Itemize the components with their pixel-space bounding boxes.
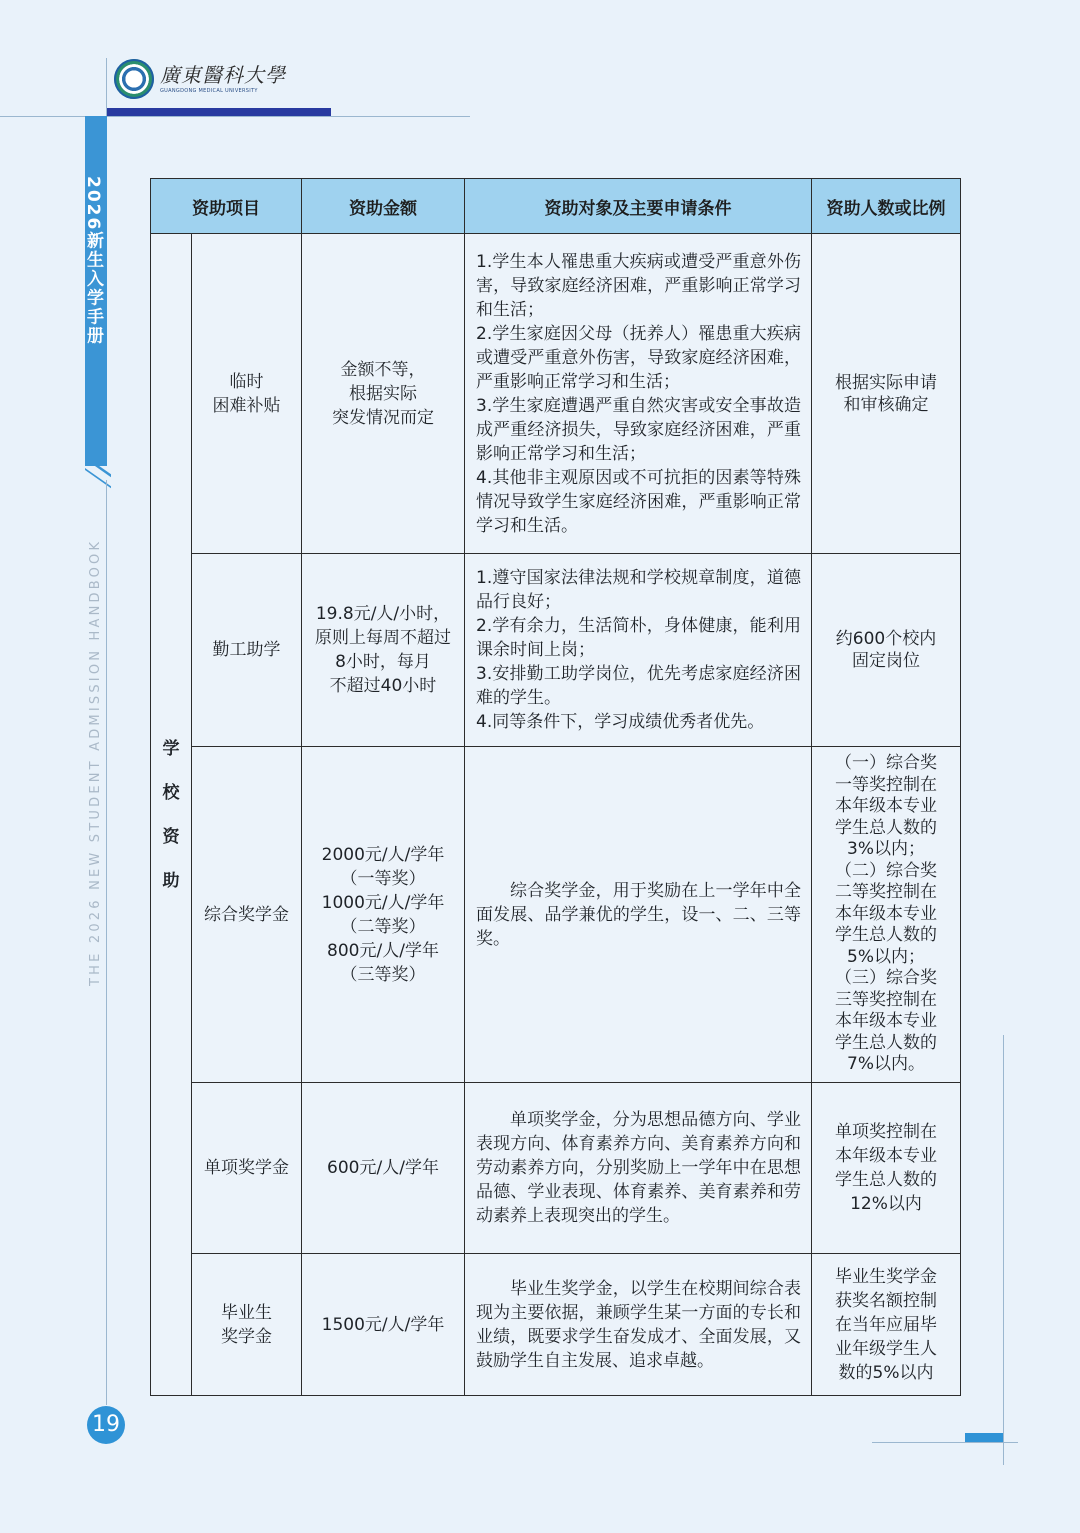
handbook-english-title: THE 2026 NEW STUDENT ADMISSION HANDBOOK (88, 538, 103, 986)
ratio-cell: 毕业生奖学金 获奖名额控制 在当年应届毕 业年级学生人 数的5%以内 (812, 1254, 961, 1396)
header-horizontal-rule (0, 116, 470, 117)
table-row (151, 554, 961, 747)
item-cell: 毕业生 奖学金 (192, 1254, 302, 1396)
conditions-cell (465, 1083, 812, 1254)
footer-vertical-rule (1003, 1035, 1004, 1465)
amount-cell: 金额不等， 根据实际 突发情况而定 (302, 234, 465, 554)
ratio-cell: （一）综合奖 一等奖控制在 本年级本专业 学生总人数的 3%以内； （二）综合奖 二等奖控制在 本年级本专业 学生总人数的 5%以内； （三）综合奖 三等奖控制在 本年级本专业 学生总人数的 7%以内。 (812, 747, 961, 1083)
category-cell (151, 234, 192, 1396)
condition-line: 4.其他非主观原因或不可抗拒的因素等特殊情况导致学生家庭经济困难，严重影响正常学习和生活。 (476, 467, 801, 536)
item-cell: 勤工助学 (192, 554, 302, 747)
condition-line: 4.同等条件下，学习成绩优秀者优先。 (476, 712, 765, 732)
header-conditions: 资助对象及主要申请条件 (465, 179, 812, 234)
table-header-row (151, 179, 961, 234)
conditions-cell (465, 1254, 812, 1396)
financial-aid-table (150, 178, 961, 1396)
condition-line: 3.安排勤工助学岗位，优先考虑家庭经济困难的学生。 (476, 664, 801, 708)
side-rule (106, 480, 107, 1405)
logo-chinese-name: 廣東醫科大學 (160, 62, 286, 87)
university-logo (114, 59, 286, 99)
item-cell: 综合奖学金 (192, 747, 302, 1083)
header-ratio: 资助人数或比例 (812, 179, 961, 234)
university-emblem-icon (114, 59, 154, 99)
condition-line: 3.学生家庭遭遇严重自然灾害或安全事故造成严重经济损失，导致家庭经济困难，严重影响正常学习和生活； (476, 395, 801, 464)
amount-cell: 1500元/人/学年 (302, 1254, 465, 1396)
amount-cell: 600元/人/学年 (302, 1083, 465, 1254)
ratio-cell: 单项奖控制在 本年级本专业 学生总人数的 12%以内 (812, 1083, 961, 1254)
category-label: 学校资助 (162, 738, 180, 891)
table-row (151, 1083, 961, 1254)
conditions-cell (465, 747, 812, 1083)
conditions-cell (465, 554, 812, 747)
table-row (151, 1254, 961, 1396)
table-row (151, 234, 961, 554)
condition-line: 1.学生本人罹患重大疾病或遭受严重意外伤害，导致家庭经济困难，严重影响正常学习和生活； (476, 251, 801, 320)
ratio-cell: 根据实际申请 和审核确定 (812, 234, 961, 554)
footer-horizontal-rule (872, 1442, 1018, 1443)
page-number: 19 (87, 1406, 125, 1444)
header-accent-bar (107, 108, 331, 116)
ratio-cell: 约600个校内 固定岗位 (812, 554, 961, 747)
amount-cell: 2000元/人/学年 （一等奖） 1000元/人/学年 （二等奖） 800元/人/学年 （三等奖） (302, 747, 465, 1083)
conditions-cell (465, 234, 812, 554)
condition-line: 2.学生家庭因父母（抚养人）罹患重大疾病或遭受严重意外伤害，导致家庭经济困难，严重影响正常学习和生活； (476, 323, 801, 392)
condition-text: 毕业生奖学金，以学生在校期间综合表现为主要依据，兼顾学生某一方面的专长和业绩，既要求学生奋发成才、全面发展，又鼓励学生自主发展、追求卓越。 (476, 1278, 801, 1371)
table-row (151, 747, 961, 1083)
condition-line: 1.遵守国家法律法规和学校规章制度，道德品行良好； (476, 568, 801, 612)
condition-text: 综合奖学金，用于奖励在上一学年中全面发展、品学兼优的学生，设一、二、三等奖。 (476, 880, 801, 949)
header-amount: 资助金额 (302, 179, 465, 234)
item-cell: 临时 困难补贴 (192, 234, 302, 554)
logo-english-name: GUANGDONG MEDICAL UNIVERSITY (160, 87, 258, 94)
condition-line: 2.学有余力，生活简朴，身体健康，能利用课余时间上岗； (476, 616, 801, 660)
handbook-title: 2026新生入学手册 (83, 176, 103, 346)
footer-accent-bar (965, 1433, 1003, 1442)
header-item: 资助项目 (151, 179, 302, 234)
item-cell: 单项奖学金 (192, 1083, 302, 1254)
amount-cell: 19.8元/人/小时， 原则上每周不超过 8小时，每月 不超过40小时 (302, 554, 465, 747)
condition-text: 单项奖学金，分为思想品德方向、学业表现方向、体育素养方向、美育素养方向和劳动素养方向，分别奖励上一学年中在思想品德、学业表现、体育素养、美育素养和劳动素养上表现突出的学生。 (476, 1110, 801, 1226)
